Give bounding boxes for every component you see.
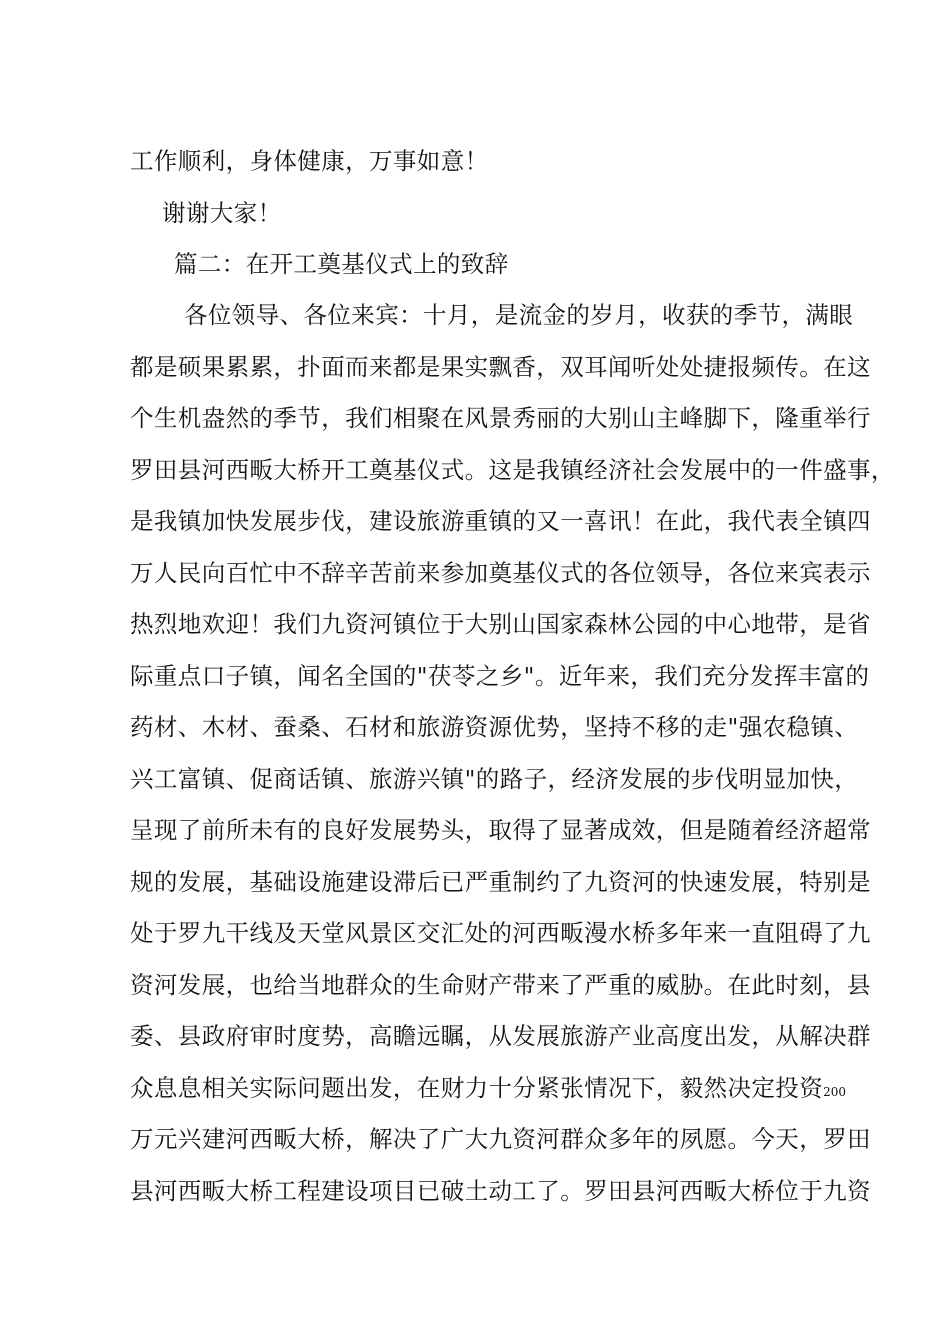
paragraph-line-with-number — [130, 1073, 847, 1107]
paragraph-line: 都是硕果累累，扑面而来都是果实飘香，双耳闻听处处捷报频传。在这 — [130, 353, 871, 381]
paragraph-line: 处于罗九干线及天堂风景区交汇处的河西畈漫水桥多年来一直阻碍了九 — [130, 919, 871, 947]
paragraph-line: 是我镇加快发展步伐，建设旅游重镇的又一喜讯！在此，我代表全镇四 — [130, 507, 871, 535]
section-title: 篇二：在开工奠基仪式上的致辞 — [174, 250, 509, 278]
paragraph-line: 规的发展，基础设施建设滞后已严重制约了九资河的快速发展，特别是 — [130, 868, 871, 896]
paragraph-line: 兴工富镇、促商话镇、旅游兴镇"的路子，经济发展的步伐明显加快， — [130, 765, 859, 793]
paragraph-line: 际重点口子镇，闻名全国的"茯苓之乡"。近年来，我们充分发挥丰富的 — [130, 662, 870, 690]
investment-amount: 200 — [823, 1085, 847, 1099]
paragraph-line-text: 众息息相关实际问题出发，在财力十分紧张情况下，毅然决定投资 — [130, 1074, 824, 1102]
paragraph-line: 资河发展，也给当地群众的生命财产带来了严重的威胁。在此时刻，县 — [130, 971, 871, 999]
paragraph-line: 药材、木材、蚕桑、石材和旅游资源优势，坚持不移的走"强农稳镇、 — [130, 713, 859, 741]
paragraph-line: 热烈地欢迎！我们九资河镇位于大别山国家森林公园的中心地带，是省 — [130, 610, 871, 638]
closing-wish-line: 工作顺利，身体健康，万事如意！ — [130, 147, 489, 175]
paragraph-line: 呈现了前所未有的良好发展势头，取得了显著成效，但是随着经济超常 — [130, 816, 871, 844]
paragraph-line: 万元兴建河西畈大桥，解决了广大九资河群众多年的夙愿。今天，罗田 — [130, 1125, 871, 1153]
closing-thanks-line: 谢谢大家！ — [162, 199, 282, 227]
paragraph-line: 个生机盎然的季节，我们相聚在风景秀丽的大别山主峰脚下，隆重举行 — [130, 404, 871, 432]
paragraph-line: 罗田县河西畈大桥开工奠基仪式。这是我镇经济社会发展中的一件盛事， — [130, 456, 895, 484]
paragraph-line: 委、县政府审时度势，高瞻远瞩，从发展旅游产业高度出发，从解决群 — [130, 1022, 871, 1050]
paragraph-line: 万人民向百忙中不辞辛苦前来参加奠基仪式的各位领导，各位来宾表示 — [130, 559, 871, 587]
paragraph-line: 各位领导、各位来宾：十月，是流金的岁月，收获的季节，满眼 — [184, 301, 854, 329]
paragraph-line: 县河西畈大桥工程建设项目已破土动工了。罗田县河西畈大桥位于九资 — [130, 1177, 871, 1205]
